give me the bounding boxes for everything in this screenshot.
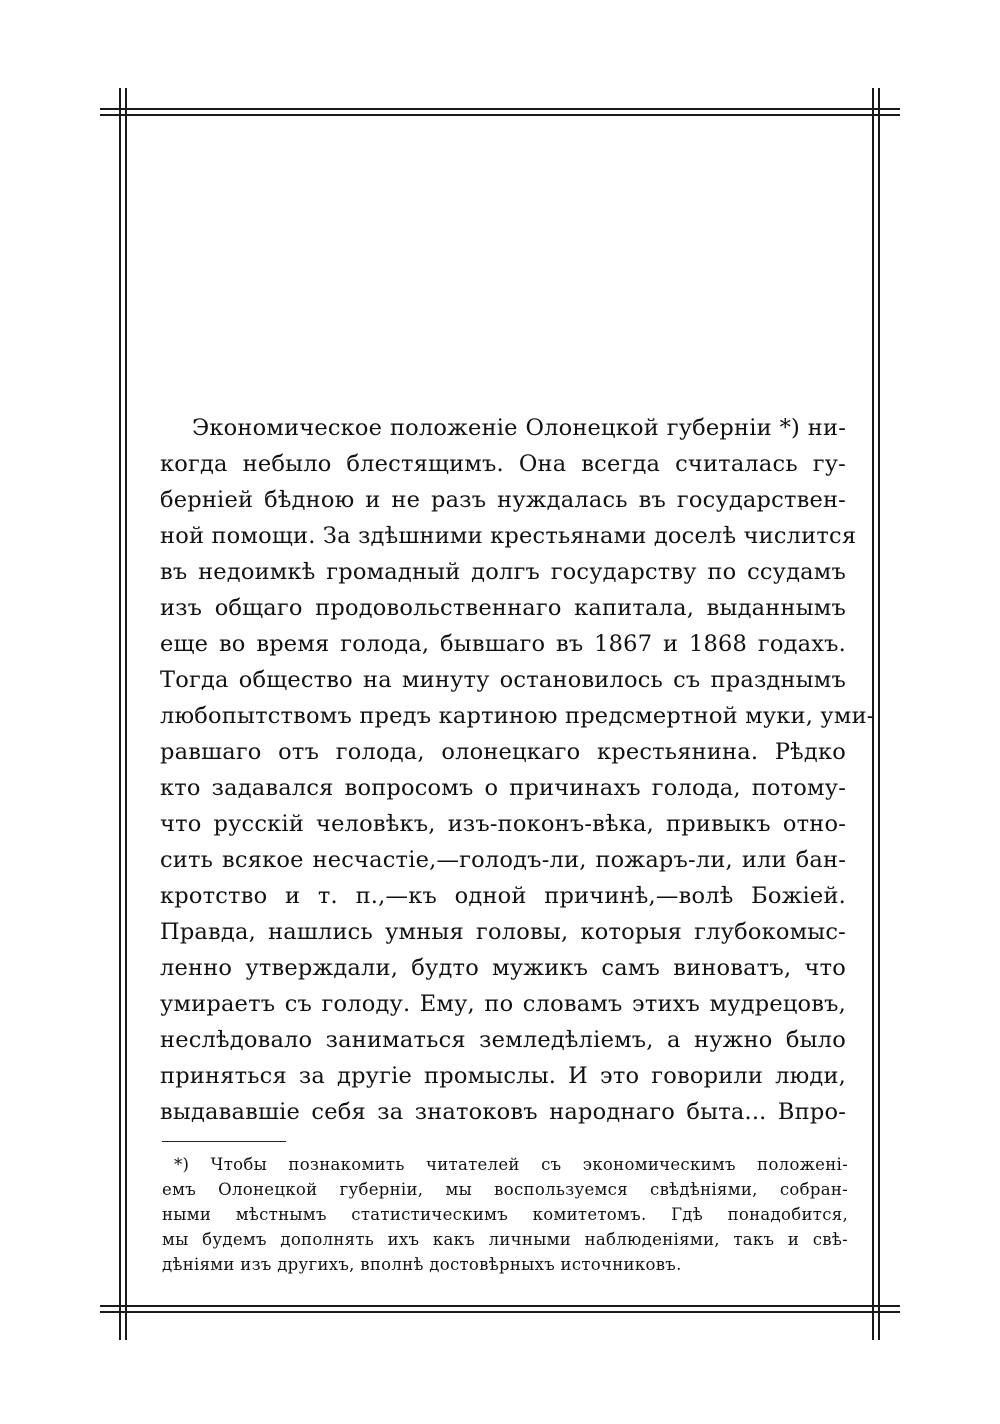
body-line: ленно утверждали, будто мужикъ самъ виноватъ, что bbox=[160, 955, 846, 981]
body-line: еще во время голода, бывшаго въ 1867 и 1868 годахъ. bbox=[160, 631, 846, 657]
footnote-line: дѣніями изъ другихъ, вполнѣ достовѣрныхъ источниковъ. bbox=[162, 1255, 682, 1274]
body-line: изъ общаго продовольственнаго капитала, выданнымъ bbox=[160, 595, 846, 621]
footnote-line: *) Чтобы познакомить читателей съ экономическимъ положені- bbox=[174, 1155, 848, 1174]
frame-right-rule-inner bbox=[878, 88, 880, 1340]
body-line: въ недоимкѣ громадный долгъ государству по ссудамъ bbox=[160, 559, 846, 585]
body-line: когда небыло блестящимъ. Она всегда считалась гу- bbox=[160, 451, 846, 477]
body-line: равшаго отъ голода, олонецкаго крестьянина. Рѣдко bbox=[160, 739, 846, 765]
body-line: умираетъ съ голоду. Ему, по словамъ этихъ мудрецовъ, bbox=[160, 991, 846, 1017]
body-line: неслѣдовало заниматься земледѣліемъ, а нужно было bbox=[160, 1027, 846, 1053]
body-line: любопытствомъ предъ картиною предсмертной муки, уми- bbox=[160, 703, 875, 729]
body-line: Правда, нашлись умныя головы, которыя глубокомыс- bbox=[160, 919, 846, 945]
body-line: что русскій человѣкъ, изъ-поконъ-вѣка, привыкъ отно- bbox=[160, 811, 846, 837]
body-line: Экономическое положеніе Олонецкой губерніи *) ни- bbox=[192, 415, 846, 441]
body-line: кто задавался вопросомъ о причинахъ голода, потому- bbox=[160, 775, 846, 801]
body-line: берніей бѣдною и не разъ нуждалась въ государствен- bbox=[160, 487, 846, 513]
footnote-line: емъ Олонецкой губерніи, мы воспользуемся свѣдѣніями, собран- bbox=[162, 1180, 848, 1199]
frame-top-rule-outer bbox=[100, 108, 900, 110]
body-line: сить всякое несчастіе,—голодъ-ли, пожаръ-ли, или бан- bbox=[160, 847, 846, 873]
frame-left-rule-outer bbox=[119, 88, 121, 1340]
body-line: выдававшіе себя за знатоковъ народнаго быта... Впро- bbox=[160, 1099, 846, 1125]
body-line: ной помощи. За здѣшними крестьянами доселѣ числится bbox=[160, 523, 857, 549]
body-line: кротство и т. п.,—къ одной причинѣ,—волѣ Божіей. bbox=[160, 883, 846, 909]
footnote-separator bbox=[162, 1141, 286, 1142]
footnote-line: ными мѣстнымъ статистическимъ комитетомъ. Гдѣ понадобится, bbox=[162, 1205, 848, 1224]
frame-top-rule-inner bbox=[100, 114, 900, 116]
footnote-line: мы будемъ дополнять ихъ какъ личными наблюденіями, такъ и свѣ- bbox=[162, 1230, 848, 1249]
body-text bbox=[160, 410, 875, 1130]
footnote bbox=[162, 1152, 848, 1277]
frame-left-rule-inner bbox=[125, 88, 127, 1340]
frame-bottom-rule-inner bbox=[100, 1311, 900, 1313]
body-line: приняться за другіе промыслы. И это говорили люди, bbox=[160, 1063, 846, 1089]
frame-bottom-rule-outer bbox=[100, 1305, 900, 1307]
body-line: Тогда общество на минуту остановилось съ празднымъ bbox=[160, 667, 846, 693]
